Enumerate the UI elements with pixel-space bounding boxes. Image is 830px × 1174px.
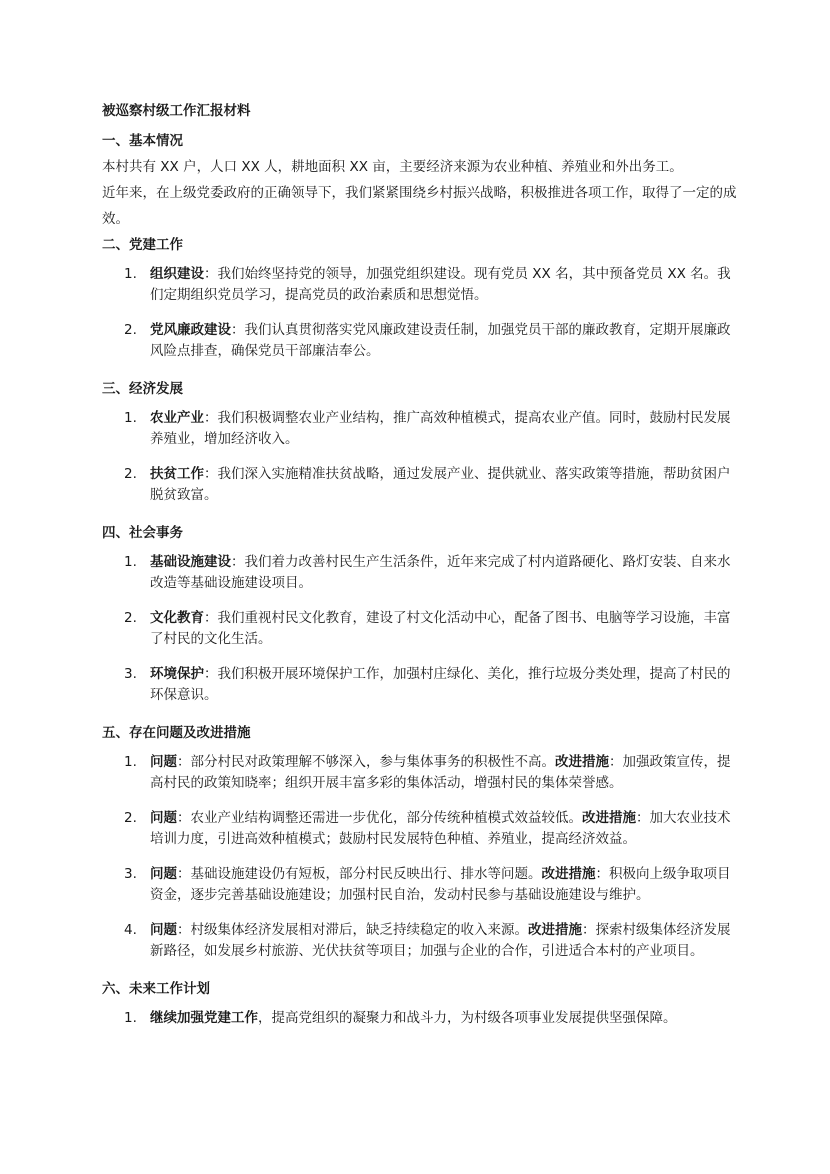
section-party-building (102, 232, 738, 362)
numbered-list (102, 752, 738, 962)
section-social-affairs (102, 520, 738, 706)
list-item: 1. 基础设施建设：我们着力改善村民生产生活条件，近年来完成了村内道路硬化、路灯安装、自来水改造等基础设施建设项目。 (124, 554, 731, 591)
section-problems-improvements (102, 720, 738, 962)
list-item: 1. 继续加强党建工作，提高党组织的凝聚力和战斗力，为村级各项事业发展提供坚强保障。 (124, 1010, 677, 1026)
section-future-plan (102, 976, 738, 1029)
section-heading: 二、党建工作 (102, 237, 183, 253)
paragraph: 本村共有 XX 户，人口 XX 人，耕地面积 XX 亩，主要经济来源为农业种植、养殖业和外出务工。 (102, 159, 683, 175)
numbered-list (102, 552, 738, 706)
section-heading: 三、经济发展 (102, 381, 183, 397)
list-item: 2. 问题：农业产业结构调整还需进一步优化，部分传统种植模式效益较低。改进措施：加大农业技术培训力度，引进高效种植模式；鼓励村民发展特色种植、养殖业，提高经济效益。 (124, 810, 731, 847)
list-item: 2. 文化教育：我们重视村民文化教育，建设了村文化活动中心，配备了图书、电脑等学习设施，丰富了村民的文化生活。 (124, 610, 731, 647)
section-economy (102, 376, 738, 506)
document-body (102, 98, 738, 1043)
numbered-list (102, 408, 738, 506)
document-title: 被巡察村级工作汇报材料 (102, 103, 251, 119)
paragraph: 近年来，在上级党委政府的正确领导下，我们紧紧围绕乡村振兴战略，积极推进各项工作，取得了一定的成效。 (102, 185, 737, 227)
list-item: 4. 问题：村级集体经济发展相对滞后，缺乏持续稳定的收入来源。改进措施：探索村级集体经济发展新路径，如发展乡村旅游、光伏扶贫等项目；加强与企业的合作，引进适合本村的产业项目。 (124, 922, 731, 959)
list-item: 1. 农业产业：我们积极调整农业产业结构，推广高效种植模式，提高农业产值。同时，鼓励村民发展养殖业，增加经济收入。 (124, 410, 731, 447)
section-heading: 六、未来工作计划 (102, 981, 210, 997)
list-item: 3. 环境保护：我们积极开展环境保护工作，加强村庄绿化、美化，推行垃圾分类处理，提高了村民的环保意识。 (124, 666, 731, 703)
section-basic-info (102, 128, 738, 232)
section-heading: 四、社会事务 (102, 525, 183, 541)
section-heading: 一、基本情况 (102, 133, 183, 149)
list-item: 1. 问题：部分村民对政策理解不够深入，参与集体事务的积极性不高。改进措施：加强政策宣传，提高村民的政策知晓率；组织开展丰富多彩的集体活动，增强村民的集体荣誉感。 (124, 754, 731, 791)
section-heading: 五、存在问题及改进措施 (102, 725, 251, 741)
list-item: 1. 组织建设：我们始终坚持党的领导，加强党组织建设。现有党员 XX 名，其中预备党员 XX 名。我们定期组织党员学习，提高党员的政治素质和思想觉悟。 (124, 266, 731, 303)
list-item: 2. 党风廉政建设：我们认真贯彻落实党风廉政建设责任制，加强党员干部的廉政教育，定期开展廉政风险点排查，确保党员干部廉洁奉公。 (124, 322, 731, 359)
numbered-list (102, 264, 738, 362)
list-item: 3. 问题：基础设施建设仍有短板，部分村民反映出行、排水等问题。改进措施：积极向上级争取项目资金，逐步完善基础设施建设；加强村民自治，发动村民参与基础设施建设与维护。 (124, 866, 731, 903)
list-item: 2. 扶贫工作：我们深入实施精准扶贫战略，通过发展产业、提供就业、落实政策等措施，帮助贫困户脱贫致富。 (124, 466, 731, 503)
numbered-list (102, 1008, 738, 1029)
